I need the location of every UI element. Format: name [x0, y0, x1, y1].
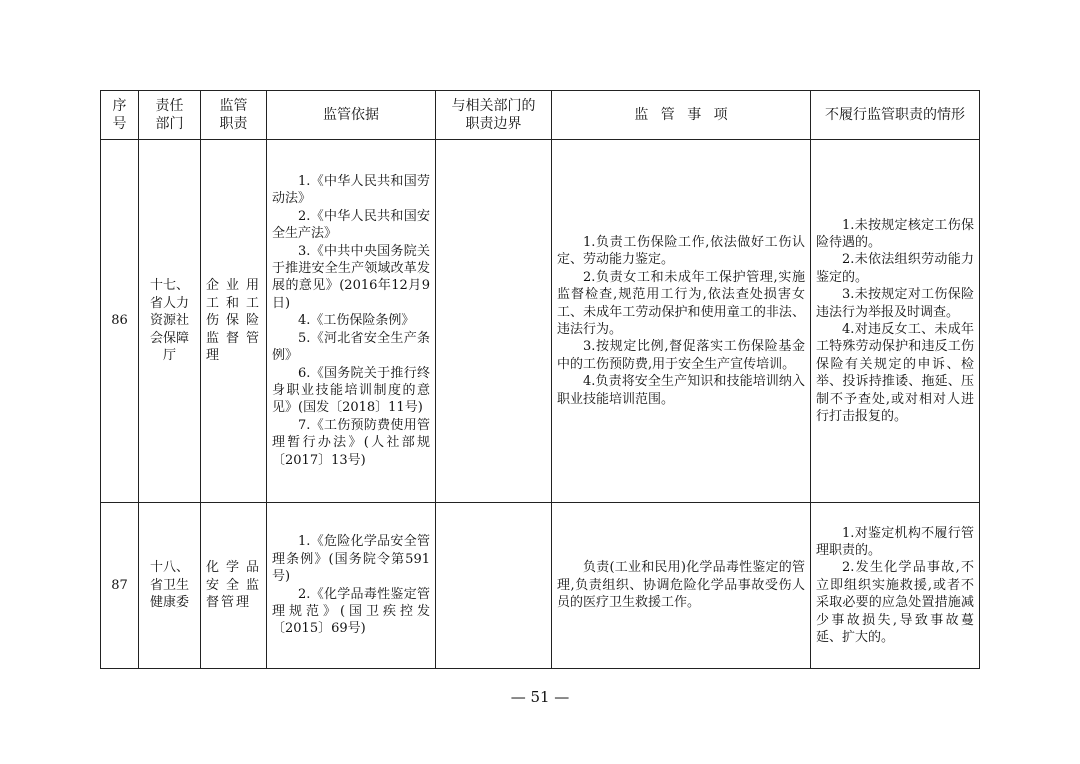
matter-item: 1.负责工伤保险工作,依法做好工伤认定、劳动能力鉴定。	[557, 234, 805, 268]
cell-seq: 87	[101, 503, 139, 669]
cell-basis	[267, 503, 436, 669]
cell-seq: 86	[101, 140, 139, 503]
cell-basis	[267, 140, 436, 503]
header-seq	[101, 91, 139, 140]
header-matters: 监 管 事 项	[552, 91, 811, 140]
basis-item: 2.《化学品毒性鉴定管理规范》(国卫疾控发〔2015〕69号)	[272, 586, 430, 637]
matter-item: 负责(工业和民用)化学品毒性鉴定的管理,负责组织、协调危险化学品事故受伤人员的医疗卫生救援工作。	[557, 560, 805, 611]
basis-item: 4.《工伤保险条例》	[298, 313, 415, 329]
basis-item: 7.《工伤预防费使用管理暂行办法》(人社部规〔2017〕13号)	[272, 417, 430, 468]
cell-matters	[552, 503, 811, 669]
failure-item: 1.对鉴定机构不履行管理职责的。	[816, 525, 974, 558]
page-number: — 51 —	[510, 688, 570, 706]
matter-item: 2.负责女工和未成年工保护管理,实施监督检查,规范用工行为,依法查处损害女工、未成年工劳动保护和使用童工的非法、违法行为。	[557, 269, 805, 337]
basis-item: 2.《中华人民共和国安全生产法》	[272, 208, 430, 242]
failure-item: 1.未按规定核定工伤保险待遇的。	[816, 217, 974, 250]
failure-item: 2.发生化学品事故,不立即组织实施救援,或者不采取必要的应急处置措施减少事故损失,导致事故蔓延、扩大的。	[816, 560, 974, 646]
cell-dept: 十七、省人力资源社会保障厅	[139, 140, 201, 503]
matter-item: 3.按规定比例,督促落实工伤保险基金中的工伤预防费,用于安全生产宣传培训。	[557, 339, 805, 372]
table-row	[101, 140, 980, 503]
cell-boundary	[436, 140, 552, 503]
basis-item: 1.《中华人民共和国劳动法》	[272, 174, 430, 207]
header-basis: 监管依据	[267, 91, 436, 140]
failure-item: 4.对违反女工、未成年工特殊劳动保护和违反工伤保险有关规定的申诉、检举、投诉持推诿、拖延、压制不予查处,或对相对人进行打击报复的。	[816, 322, 974, 425]
failure-item: 3.未按规定对工伤保险违法行为举报及时调查。	[816, 287, 974, 320]
responsibility-table	[100, 90, 980, 669]
cell-boundary	[436, 503, 552, 669]
cell-duty: 企业用工和工伤保险监督管理	[201, 140, 267, 503]
matter-item: 4.负责将安全生产知识和技能培训纳入职业技能培训范围。	[557, 374, 805, 407]
failure-item: 2.未依法组织劳动能力鉴定的。	[816, 252, 974, 285]
basis-item: 1.《危险化学品安全管理条例》(国务院令第591号)	[272, 534, 430, 585]
cell-duty: 化学品安全监督管理	[201, 503, 267, 669]
cell-failure	[811, 140, 980, 503]
basis-item: 6.《国务院关于推行终身职业技能培训制度的意见》(国发〔2018〕11号)	[272, 365, 430, 416]
header-seq-text: 序 号	[112, 98, 127, 132]
basis-item: 5.《河北省安全生产条例》	[272, 330, 430, 364]
header-row	[101, 91, 980, 140]
basis-item: 3.《中共中央国务院关于推进安全生产领域改革发展的意见》(2016年12月9日)	[272, 243, 430, 311]
cell-matters	[552, 140, 811, 503]
table-row	[101, 503, 980, 669]
cell-failure	[811, 503, 980, 669]
header-failure: 不履行监管职责的情形	[811, 91, 980, 140]
header-dept: 责任 部门	[139, 91, 201, 140]
header-boundary: 与相关部门的 职责边界	[436, 91, 552, 140]
cell-dept: 十八、省卫生健康委	[139, 503, 201, 669]
header-duty: 监管 职责	[201, 91, 267, 140]
